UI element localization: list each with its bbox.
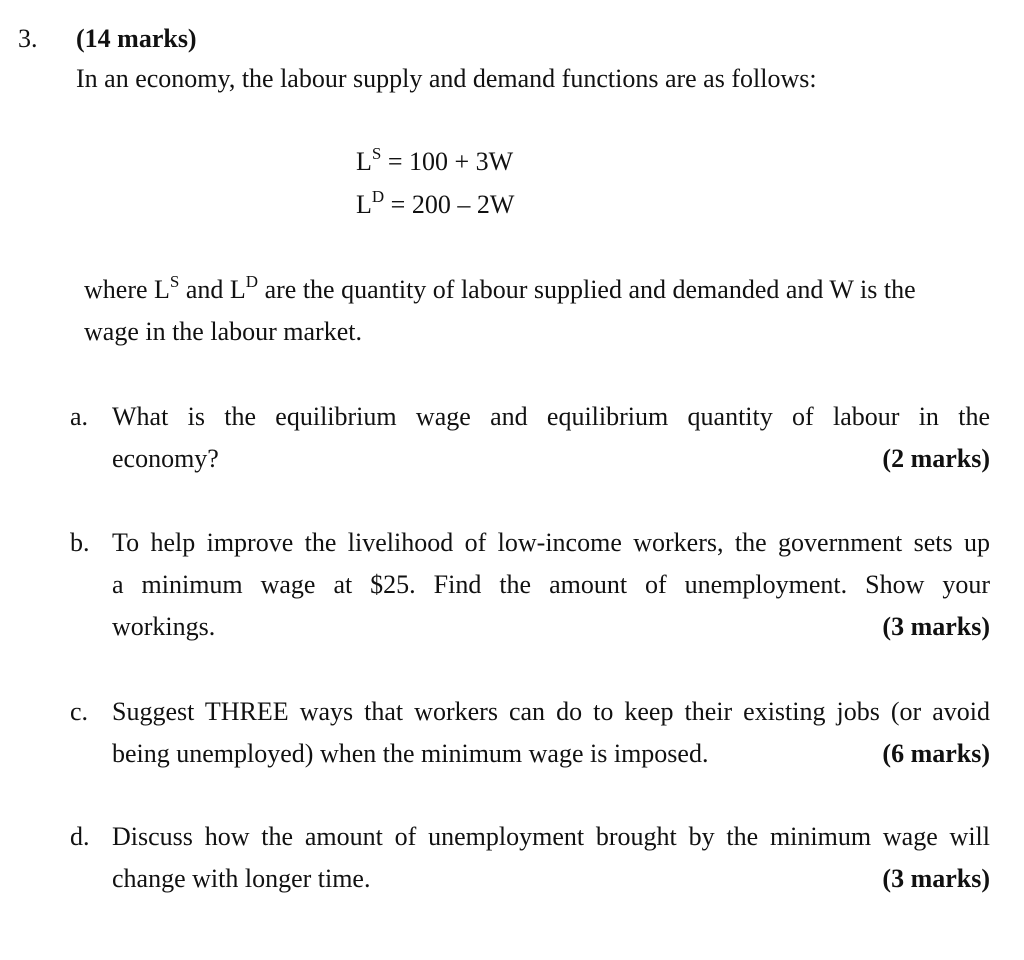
where-text-line1	[84, 272, 916, 305]
where-p1: where L	[84, 275, 170, 304]
supply-eq-base: L	[356, 147, 372, 176]
part-a-line1: What is the equilibrium wage and equilibrium quantity of labour in the	[112, 402, 990, 431]
where-d-sup: D	[245, 272, 259, 291]
part-d-label: d.	[70, 822, 90, 851]
part-d-marks: (3 marks)	[882, 864, 990, 893]
demand-eq-rhs: = 200 – 2W	[384, 190, 515, 219]
question-intro: In an economy, the labour supply and demand functions are as follows:	[76, 64, 817, 93]
part-d-line2: change with longer time.	[112, 864, 371, 893]
part-c-line1: Suggest THREE ways that workers can do to keep their existing jobs (or avoid	[112, 697, 990, 726]
part-a-line2: economy?	[112, 444, 219, 473]
part-c-marks: (6 marks)	[882, 739, 990, 768]
question-number: 3.	[18, 24, 38, 53]
where-text-line2: wage in the labour market.	[84, 317, 362, 346]
part-a-marks: (2 marks)	[882, 444, 990, 473]
supply-eq-sup: S	[371, 144, 382, 163]
where-p3: are the quantity of labour supplied and demanded and W is the	[258, 275, 916, 304]
where-p2: and L	[179, 275, 246, 304]
supply-eq-rhs: = 100 + 3W	[381, 147, 514, 176]
part-a-label: a.	[70, 402, 89, 431]
part-b-line1: To help improve the livelihood of low-income workers, the government sets up	[112, 528, 990, 557]
supply-equation	[356, 144, 514, 177]
demand-equation	[356, 187, 515, 220]
part-c-line2: being unemployed) when the minimum wage is imposed.	[112, 739, 709, 768]
demand-eq-base: L	[356, 190, 372, 219]
demand-eq-sup: D	[371, 187, 385, 206]
part-d-line1: Discuss how the amount of unemployment brought by the minimum wage will	[112, 822, 990, 851]
question-total-marks: (14 marks)	[76, 24, 197, 53]
part-b-label: b.	[70, 528, 90, 557]
part-b-line2: a minimum wage at $25. Find the amount of unemployment. Show your	[112, 570, 990, 599]
where-s-sup: S	[169, 272, 180, 291]
part-c-label: c.	[70, 697, 89, 726]
part-b-marks: (3 marks)	[882, 612, 990, 641]
part-b-line3: workings.	[112, 612, 216, 641]
